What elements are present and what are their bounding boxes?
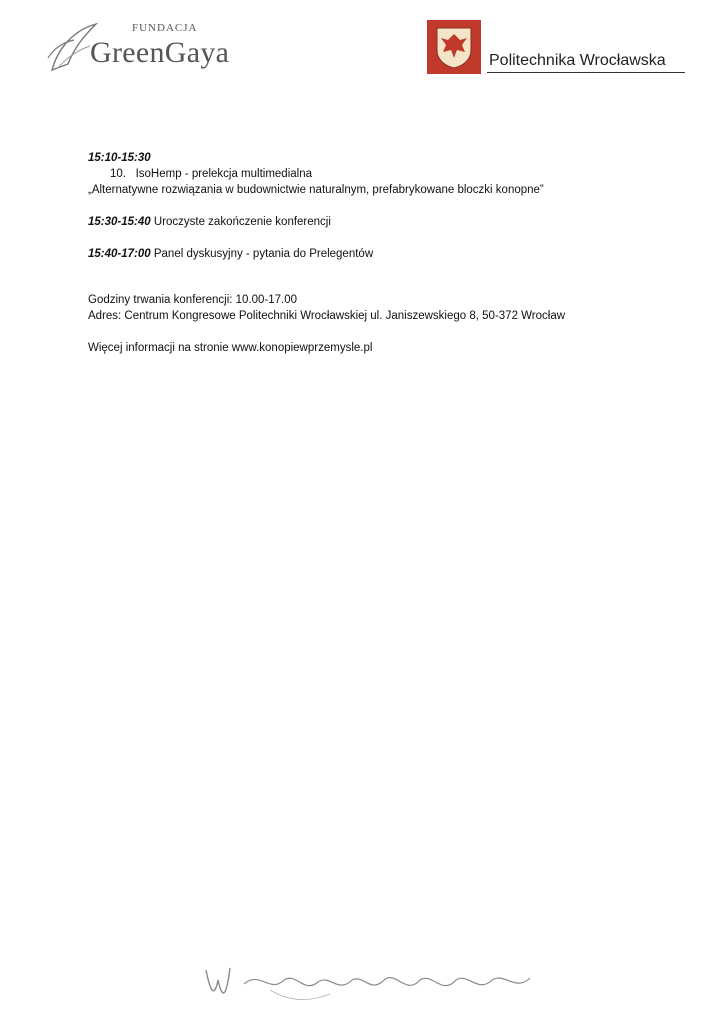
pwr-logo bbox=[427, 20, 689, 78]
more-info: Więcej informacji na stronie www.konopiewprzemysle.pl bbox=[88, 342, 373, 354]
pwr-underline bbox=[487, 72, 685, 73]
greengaya-name: GreenGaya bbox=[90, 36, 230, 69]
agenda-item-2-time: 15:30-15:40 bbox=[88, 216, 151, 228]
greengaya-logo bbox=[44, 18, 274, 76]
agenda-item-2 bbox=[88, 214, 648, 230]
pwr-name: Politechnika Wrocławska bbox=[489, 52, 666, 69]
footer-signature bbox=[200, 950, 540, 1010]
conference-address: Adres: Centrum Kongresowe Politechniki Wrocławskiej ul. Janiszewskiego 8, 50-372 Wrocław bbox=[88, 310, 566, 322]
agenda-item-3-text: Panel dyskusyjny - pytania do Prelegentów bbox=[153, 248, 374, 260]
conference-hours: Godziny trwania konferencji: 10.00-17.00 bbox=[88, 294, 298, 306]
eagle-emblem-icon bbox=[427, 20, 481, 74]
agenda-item-2-text: Uroczyste zakończenie konferencji bbox=[153, 216, 331, 228]
agenda-item-1-number: 10. bbox=[110, 168, 126, 180]
agenda-item-1-title-text: IsoHemp - prelekcja multimedialna bbox=[135, 168, 312, 180]
agenda-item-1-title bbox=[88, 166, 648, 182]
agenda-item-3 bbox=[88, 246, 648, 262]
agenda-item-1-subtitle: „Alternatywne rozwiązania w budownictwie naturalnym, prefabrykowane bloczki konopne” bbox=[88, 184, 544, 196]
agenda-content bbox=[88, 150, 648, 356]
agenda-item-3-time: 15:40-17:00 bbox=[88, 248, 151, 260]
agenda-item-1-time: 15:10-15:30 bbox=[88, 152, 151, 164]
greengaya-top-text: FUNDACJA bbox=[132, 22, 198, 34]
